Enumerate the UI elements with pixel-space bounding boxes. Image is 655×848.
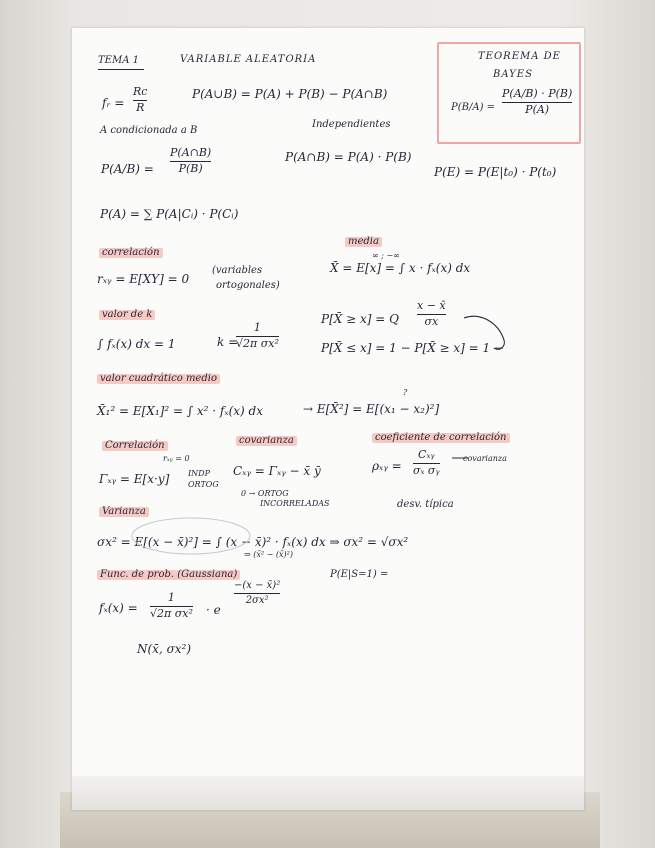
normalization-integral: ∫ fₓ(x) dx = 1 (97, 337, 176, 351)
conditional-numerator: P(A∩B) (170, 146, 212, 159)
gaussiana-lhs: fₓ(x) = (99, 601, 138, 615)
correlacion2-label: Correlación (102, 441, 168, 451)
gaussiana-denominator: √2π σx² (150, 606, 193, 620)
conditional-label: A condicionada a B (100, 125, 198, 136)
gaussiana-label: Func. de prob. (Gaussiana) (97, 570, 240, 580)
independence-formula: P(A∩B) = P(A) · P(B) (285, 150, 412, 164)
bayes-denominator: P(A) (525, 102, 550, 116)
curved-arrow (464, 316, 504, 349)
correlacion-note-1: (variables (212, 265, 263, 276)
p-e-formula: P(E|S=1) = (330, 569, 389, 580)
cuadratico-label: valor cuadrático medio (97, 374, 220, 384)
page-title: VARIABLE ALEATORIA (180, 54, 317, 65)
fr-lhs: fᵣ = (102, 96, 125, 110)
correlacion-label: correlación (99, 248, 163, 258)
question-note: ? (403, 388, 408, 397)
independent-label: Independientes (312, 119, 391, 130)
gaussiana-exp-denominator: 2σx² (245, 594, 269, 606)
correlacion2-note-top: rₓᵧ = 0 (163, 454, 190, 463)
fr-numerator: Rc (133, 85, 148, 98)
covarianza-arrow-note: covarianza (463, 454, 507, 463)
sum-formula: P(A) = ∑ P(A|Cᵢ) · P(Cᵢ) (100, 207, 239, 221)
q-denominator: σx (424, 314, 439, 328)
covarianza-note-a: 0 → ORTOG (241, 489, 289, 498)
covarianza-formula: Cₓᵧ = Γₓᵧ − x̄ ȳ (233, 464, 321, 478)
k-lhs: k = (217, 335, 239, 349)
complement-formula: P[X̄ ≤ x] = 1 − P[X̄ ≥ x] = 1 − (321, 341, 505, 355)
correlacion2-note-b: ORTOG (188, 480, 219, 489)
bayes-numerator: P(A/B) · P(B) (502, 87, 573, 100)
covarianza-label: covarianza (236, 436, 297, 446)
gaussiana-exp-numerator: −(x − x̄)² (234, 580, 281, 591)
cuadratico-rhs: → E[X̄²] = E[(x₁ − x₂)²] (303, 402, 440, 416)
cuadratico-formula: X̄₁² = E[X₁]² = ∫ x² · fₓ(x) dx (97, 404, 264, 418)
media-label: media (345, 237, 382, 247)
media-integral-limits: ∞ ; −∞ (372, 251, 400, 260)
correlacion2-formula: Γₓᵧ = E[x·y] (99, 472, 170, 486)
varianza-label: Varianza (99, 507, 149, 517)
varianza-formula: σx² = E[(x − x̄)²] = ∫ (x − x̄)² · fₓ(x) dx ⇒ σx² = √σx² (97, 535, 409, 549)
tema-heading: TEMA 1 (98, 55, 139, 66)
conditional-denominator: P(B) (178, 161, 203, 175)
coeficiente-label: coeficiente de correlación (372, 433, 510, 443)
correlacion-formula: rₓᵧ = E[XY] = 0 (97, 272, 190, 286)
desviacion-note: desv. típica (397, 499, 454, 510)
k-numerator: 1 (253, 321, 261, 334)
gaussiana-exp-base: · e (206, 603, 221, 617)
media-formula: X̄ = E[x] = ∫ x · fₓ(x) dx (330, 261, 471, 275)
q-function-formula: P[X̄ ≥ x] = Q (321, 312, 399, 326)
bayes-title-2: BAYES (493, 69, 533, 80)
gaussiana-numerator: 1 (167, 591, 175, 604)
total-probability-formula: P(E) = P(E|t₀) · P(t₀) (434, 165, 557, 179)
bayes-title-1: TEOREMA DE (478, 51, 561, 62)
q-numerator: x − x̄ (417, 299, 446, 312)
normal-notation: N(x̄, σx²) (137, 642, 192, 656)
correlacion-note-2: ortogonales) (216, 280, 280, 291)
conditional-lhs: P(A/B) = (101, 162, 154, 176)
circle-annotation (132, 518, 250, 554)
coeficiente-lhs: ρₓᵧ = (372, 459, 402, 473)
fr-denominator: R (136, 100, 145, 114)
correlacion2-note-a: INDP (188, 469, 210, 478)
union-formula: P(A∪B) = P(A) + P(B) − P(A∩B) (192, 87, 388, 101)
varianza-sub: ⇒ (x̄² − (x̄)²) (244, 550, 293, 559)
bayes-lhs: P(B/A) = (451, 102, 496, 113)
coeficiente-denominator: σₓ σᵧ (413, 463, 440, 477)
k-denominator: √2π σx² (236, 336, 279, 350)
covarianza-note-b: INCORRELADAS (260, 499, 330, 508)
valor-k-label: valor de k (99, 310, 155, 320)
coeficiente-numerator: Cₓᵧ (418, 448, 435, 461)
